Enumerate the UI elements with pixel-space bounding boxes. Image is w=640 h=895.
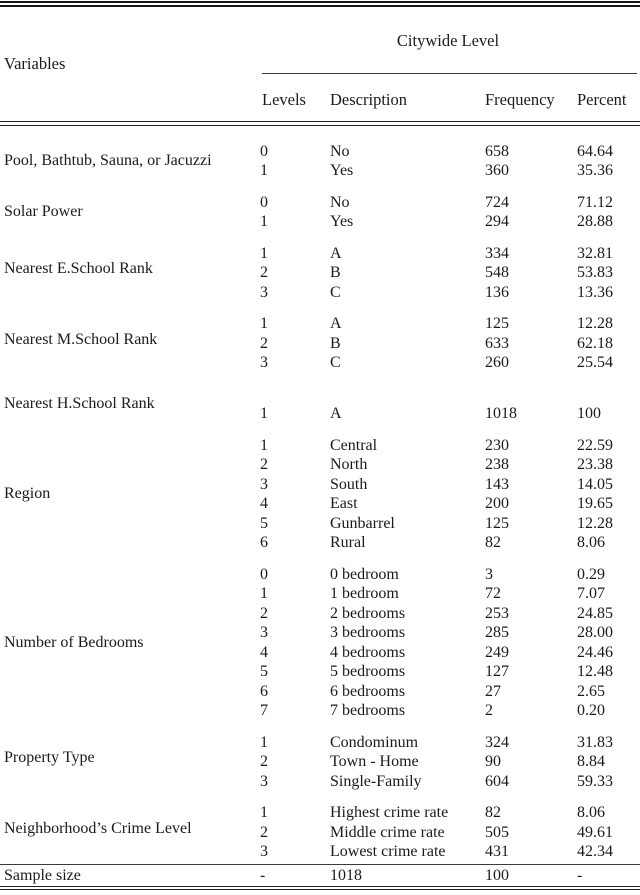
level-cell: 1	[260, 213, 268, 231]
table-row	[256, 334, 640, 354]
table-row	[256, 682, 640, 702]
table-row	[256, 212, 640, 232]
level-cell: 3	[260, 772, 268, 790]
description-cell: B	[330, 334, 341, 352]
sample-size-label: Sample size	[4, 866, 81, 884]
variable-rows	[256, 565, 640, 721]
level-cell: 1	[260, 162, 268, 180]
variable-rows	[256, 244, 640, 303]
variable-name-cell	[4, 244, 256, 303]
table-row	[256, 353, 640, 373]
frequency-cell: 253	[485, 604, 509, 622]
sample-size-row	[4, 865, 640, 886]
bottom-double-rule	[0, 886, 640, 891]
table-body	[4, 126, 640, 864]
table-row	[256, 772, 640, 792]
variable-name-cell	[4, 385, 256, 424]
table-row	[256, 803, 640, 823]
variable-group	[4, 126, 640, 181]
table-row	[256, 823, 640, 843]
variable-group	[4, 553, 640, 721]
variable-name-cell	[4, 565, 256, 721]
description-cell: Condominum	[330, 733, 419, 751]
variable-name: Property Type	[4, 749, 95, 767]
percent-cell: 100	[577, 405, 601, 423]
frequency-cell: 125	[485, 514, 509, 532]
sample-size-percent-cell: -	[577, 866, 583, 884]
frequency-cell: 360	[485, 162, 509, 180]
description-cell: 5 bedrooms	[330, 663, 406, 681]
table-row	[256, 733, 640, 753]
table-row	[256, 533, 640, 553]
percent-cell: 53.83	[577, 264, 613, 282]
percent-cell: 0.29	[577, 565, 605, 583]
description-cell: Yes	[330, 162, 354, 180]
percent-cell: 64.64	[577, 142, 613, 160]
frequency-cell: 127	[485, 663, 509, 681]
variable-name: Pool, Bathtub, Sauna, or Jacuzzi	[4, 152, 212, 170]
description-cell: C	[330, 354, 341, 372]
frequency-cell: 548	[485, 264, 509, 282]
description-cell: No	[330, 193, 350, 211]
level-cell: 2	[260, 334, 268, 352]
table-row	[256, 314, 640, 334]
level-cell: 6	[260, 682, 268, 700]
table-row	[256, 565, 640, 585]
frequency-column-header: Frequency	[485, 90, 555, 110]
frequency-cell: 1018	[485, 405, 517, 423]
variable-name: Nearest H.School Rank	[4, 395, 155, 413]
percent-cell: 32.81	[577, 244, 613, 262]
variables-header-label: Variables	[4, 54, 66, 74]
variable-name: Nearest E.School Rank	[4, 260, 153, 278]
level-cell: 5	[260, 663, 268, 681]
percent-cell: 23.38	[577, 456, 613, 474]
description-cell: 4 bedrooms	[330, 643, 406, 661]
variable-name-cell	[4, 733, 256, 792]
percent-cell: 35.36	[577, 162, 613, 180]
variable-group	[4, 302, 640, 373]
variable-name: Region	[4, 485, 51, 503]
variable-group	[4, 791, 640, 862]
variable-name-cell	[4, 436, 256, 553]
frequency-cell: 431	[485, 843, 509, 861]
variable-rows	[256, 193, 640, 232]
percent-cell: 13.36	[577, 283, 613, 301]
percent-cell: 8.06	[577, 534, 605, 552]
variable-name-cell	[4, 193, 256, 232]
table-row	[256, 494, 640, 514]
level-cell: 3	[260, 624, 268, 642]
percent-cell: 59.33	[577, 772, 613, 790]
variable-rows	[256, 436, 640, 553]
frequency-cell: 143	[485, 475, 509, 493]
table-row	[256, 662, 640, 682]
percent-column-header: Percent	[577, 90, 627, 110]
description-cell: Lowest crime rate	[330, 843, 446, 861]
level-cell: 6	[260, 534, 268, 552]
level-cell: 2	[260, 753, 268, 771]
table-row	[256, 752, 640, 772]
table-row	[256, 244, 640, 264]
frequency-cell: 72	[485, 585, 501, 603]
level-cell: 1	[260, 804, 268, 822]
percent-cell: 2.65	[577, 682, 605, 700]
frequency-cell: 249	[485, 643, 509, 661]
percent-cell: 0.20	[577, 702, 605, 720]
percent-cell: 22.59	[577, 436, 613, 454]
level-cell: 2	[260, 456, 268, 474]
description-cell: Town - Home	[330, 753, 419, 771]
sample-size-description-cell: 1018	[330, 866, 362, 884]
variable-name: Solar Power	[4, 203, 83, 221]
description-cell: South	[330, 475, 368, 493]
table-row	[256, 283, 640, 303]
description-cell: B	[330, 264, 341, 282]
table-row	[256, 436, 640, 456]
variable-name-cell	[4, 142, 256, 181]
frequency-cell: 658	[485, 142, 509, 160]
level-cell: 4	[260, 495, 268, 513]
frequency-cell: 2	[485, 702, 493, 720]
description-cell: A	[330, 244, 342, 262]
frequency-cell: 136	[485, 283, 509, 301]
table-row	[256, 142, 640, 162]
level-cell: 3	[260, 475, 268, 493]
frequency-cell: 604	[485, 772, 509, 790]
description-cell: East	[330, 495, 358, 513]
description-cell: 1 bedroom	[330, 585, 399, 603]
citywide-level-label: Citywide Level	[396, 31, 500, 51]
percent-cell: 28.88	[577, 213, 613, 231]
level-cell: 7	[260, 702, 268, 720]
level-cell: 0	[260, 193, 268, 211]
frequency-cell: 633	[485, 334, 509, 352]
level-cell: 3	[260, 843, 268, 861]
description-cell: 7 bedrooms	[330, 702, 406, 720]
table-row	[256, 701, 640, 721]
frequency-cell: 27	[485, 682, 501, 700]
variable-name: Nearest M.School Rank	[4, 330, 158, 348]
table-row	[256, 193, 640, 213]
citywide-level-underline	[262, 73, 637, 74]
percent-cell: 71.12	[577, 193, 613, 211]
frequency-cell: 90	[485, 753, 501, 771]
percent-cell: 24.85	[577, 604, 613, 622]
variable-group	[4, 232, 640, 303]
frequency-cell: 200	[485, 495, 509, 513]
percent-cell: 8.06	[577, 804, 605, 822]
description-cell: No	[330, 142, 350, 160]
sample-size-level-cell: -	[260, 866, 266, 884]
percent-cell: 7.07	[577, 585, 605, 603]
percent-cell: 12.48	[577, 663, 613, 681]
variable-group	[4, 424, 640, 553]
level-cell: 1	[260, 733, 268, 751]
description-cell: Rural	[330, 534, 366, 552]
level-cell: 1	[260, 585, 268, 603]
table-row	[256, 455, 640, 475]
frequency-cell: 82	[485, 534, 501, 552]
variable-group	[4, 721, 640, 792]
variable-name-cell	[4, 803, 256, 862]
percent-cell: 28.00	[577, 624, 613, 642]
variable-group	[4, 373, 640, 424]
frequency-cell: 324	[485, 733, 509, 751]
frequency-cell: 294	[485, 213, 509, 231]
description-cell: Middle crime rate	[330, 823, 445, 841]
frequency-cell: 230	[485, 436, 509, 454]
citywide-level-header-group	[256, 7, 640, 121]
variable-rows	[256, 733, 640, 792]
percent-cell: 19.65	[577, 495, 613, 513]
description-cell: 3 bedrooms	[330, 624, 406, 642]
column-headers-row	[256, 90, 640, 110]
percent-cell: 8.84	[577, 753, 605, 771]
description-cell: Highest crime rate	[330, 804, 449, 822]
variable-rows	[256, 803, 640, 862]
table-row	[256, 604, 640, 624]
table-row	[256, 623, 640, 643]
variable-group	[4, 181, 640, 232]
frequency-cell: 82	[485, 804, 501, 822]
table-row	[256, 404, 640, 424]
percent-cell: 49.61	[577, 823, 613, 841]
percent-cell: 42.34	[577, 843, 613, 861]
frequency-cell: 238	[485, 456, 509, 474]
description-cell: Gunbarrel	[330, 514, 395, 532]
level-cell: 1	[260, 436, 268, 454]
table-row	[256, 842, 640, 862]
sample-size-frequency-cell: 100	[485, 866, 509, 884]
frequency-cell: 724	[485, 193, 509, 211]
description-cell: North	[330, 456, 368, 474]
description-cell: Central	[330, 436, 378, 454]
level-cell: 4	[260, 643, 268, 661]
frequency-cell: 260	[485, 354, 509, 372]
percent-cell: 62.18	[577, 334, 613, 352]
description-cell: A	[330, 405, 342, 423]
percent-cell: 12.28	[577, 514, 613, 532]
level-cell: 2	[260, 264, 268, 282]
table-row	[256, 161, 640, 181]
description-cell: A	[330, 315, 342, 333]
level-cell: 1	[260, 244, 268, 262]
level-cell: 0	[260, 142, 268, 160]
percent-cell: 14.05	[577, 475, 613, 493]
level-cell: 3	[260, 354, 268, 372]
description-cell: Single-Family	[330, 772, 422, 790]
level-cell: 2	[260, 823, 268, 841]
level-cell: 5	[260, 514, 268, 532]
table-header	[4, 7, 640, 121]
level-cell: 1	[260, 315, 268, 333]
variables-column-header	[4, 7, 256, 121]
variable-rows	[256, 142, 640, 181]
table-row	[256, 514, 640, 534]
level-cell: 1	[260, 405, 268, 423]
variable-name-cell	[4, 314, 256, 373]
table-row	[256, 263, 640, 283]
frequency-cell: 505	[485, 823, 509, 841]
variable-rows	[256, 385, 640, 424]
description-cell: Yes	[330, 213, 354, 231]
description-cell: C	[330, 283, 341, 301]
frequency-cell: 334	[485, 244, 509, 262]
variable-name: Neighborhood’s Crime Level	[4, 819, 192, 837]
frequency-cell: 3	[485, 565, 493, 583]
frequency-cell: 125	[485, 315, 509, 333]
levels-column-header: Levels	[262, 90, 306, 110]
description-cell: 2 bedrooms	[330, 604, 406, 622]
level-cell: 0	[260, 565, 268, 583]
percent-cell: 12.28	[577, 315, 613, 333]
variable-name: Number of Bedrooms	[4, 633, 144, 651]
variable-rows	[256, 314, 640, 373]
percent-cell: 24.46	[577, 643, 613, 661]
description-column-header: Description	[330, 90, 407, 110]
table-row	[256, 475, 640, 495]
percent-cell: 25.54	[577, 354, 613, 372]
level-cell: 3	[260, 283, 268, 301]
frequency-cell: 285	[485, 624, 509, 642]
description-cell: 0 bedroom	[330, 565, 399, 583]
level-cell: 2	[260, 604, 268, 622]
percent-cell: 31.83	[577, 733, 613, 751]
table-row	[256, 643, 640, 663]
table-row	[256, 584, 640, 604]
description-cell: 6 bedrooms	[330, 682, 406, 700]
